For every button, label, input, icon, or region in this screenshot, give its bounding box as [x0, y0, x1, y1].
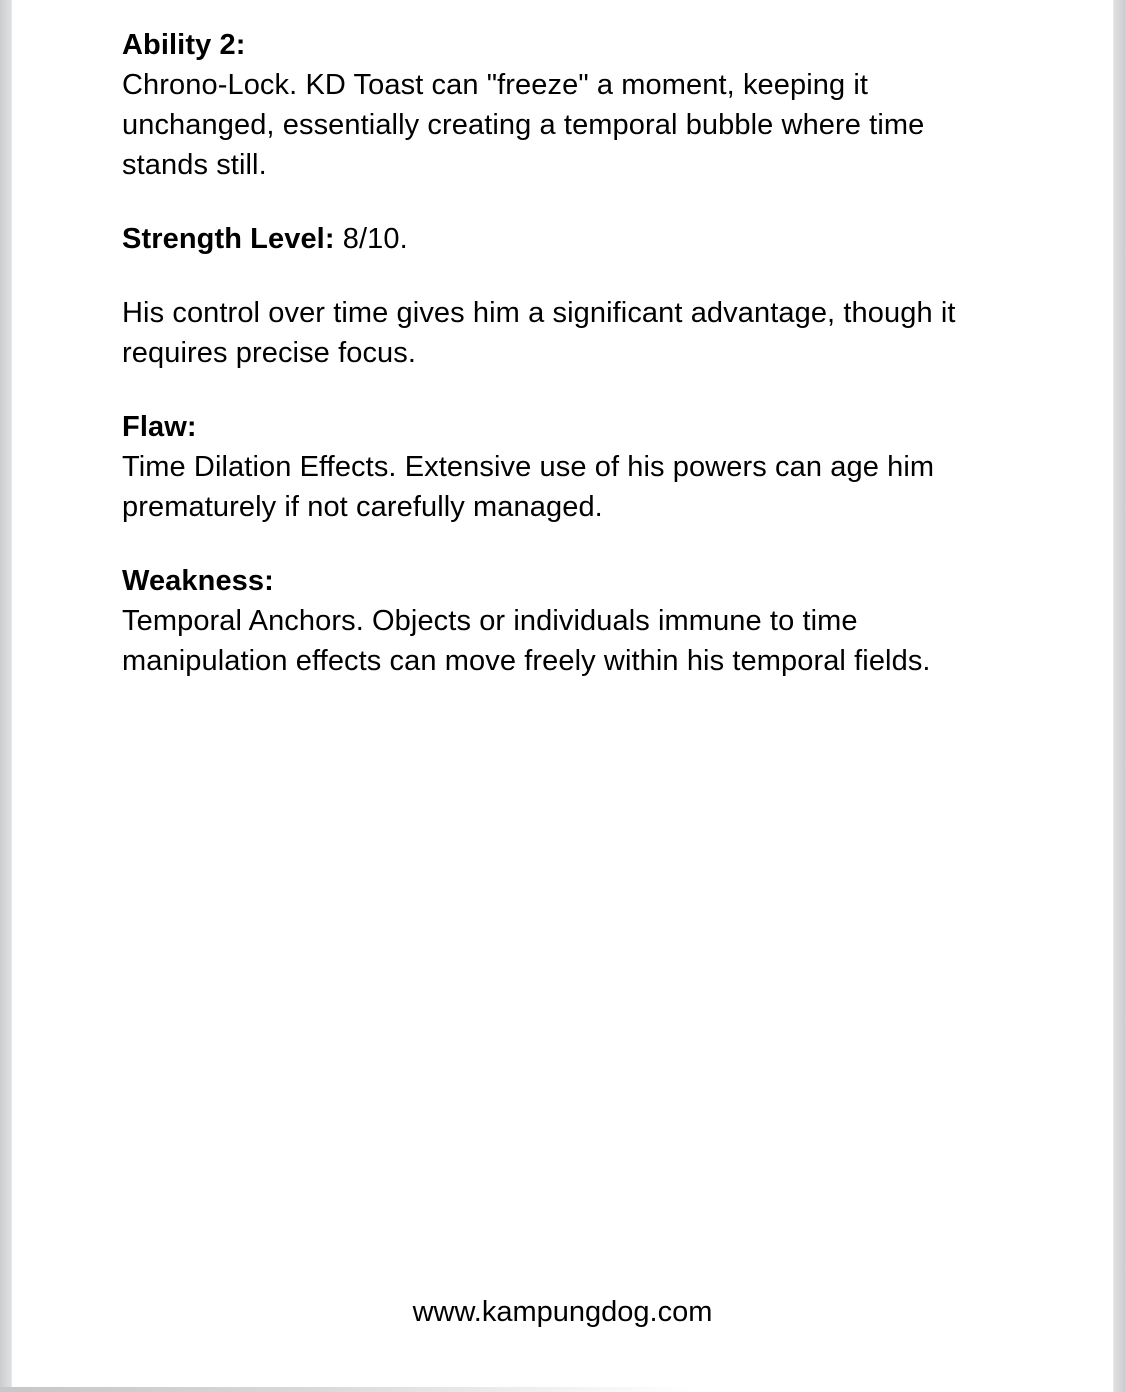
flaw-body: Time Dilation Effects. Extensive use of his powers can age him prematurely if not carefully managed.	[122, 451, 935, 523]
flaw-heading: Flaw:	[122, 411, 197, 443]
section-control-note	[122, 293, 973, 373]
strength-level-value: 8/10.	[334, 223, 408, 255]
weakness-body: Temporal Anchors. Objects or individuals immune to time manipulation effects can move freely within his temporal fields.	[122, 605, 931, 677]
document-page	[12, 0, 1113, 1392]
section-flaw	[122, 407, 973, 527]
section-weakness	[122, 561, 973, 681]
ability-2-body: Chrono-Lock. KD Toast can "freeze" a moment, keeping it unchanged, essentially creating a temporal bubble where time stands still.	[122, 69, 925, 181]
viewer-gutter-right	[1113, 0, 1125, 1392]
ability-2-heading: Ability 2:	[122, 29, 246, 61]
control-note-body: His control over time gives him a significant advantage, though it requires precise focus.	[122, 297, 956, 369]
page-footer	[12, 1292, 1113, 1332]
section-ability-2	[122, 25, 973, 185]
viewer-gutter-left	[0, 0, 12, 1392]
section-strength-level	[122, 219, 973, 259]
page-content	[12, 0, 1113, 681]
footer-url: www.kampungdog.com	[412, 1296, 713, 1328]
page-bottom-edge	[0, 1387, 1125, 1392]
weakness-heading: Weakness:	[122, 565, 274, 597]
strength-level-heading: Strength Level:	[122, 223, 335, 255]
